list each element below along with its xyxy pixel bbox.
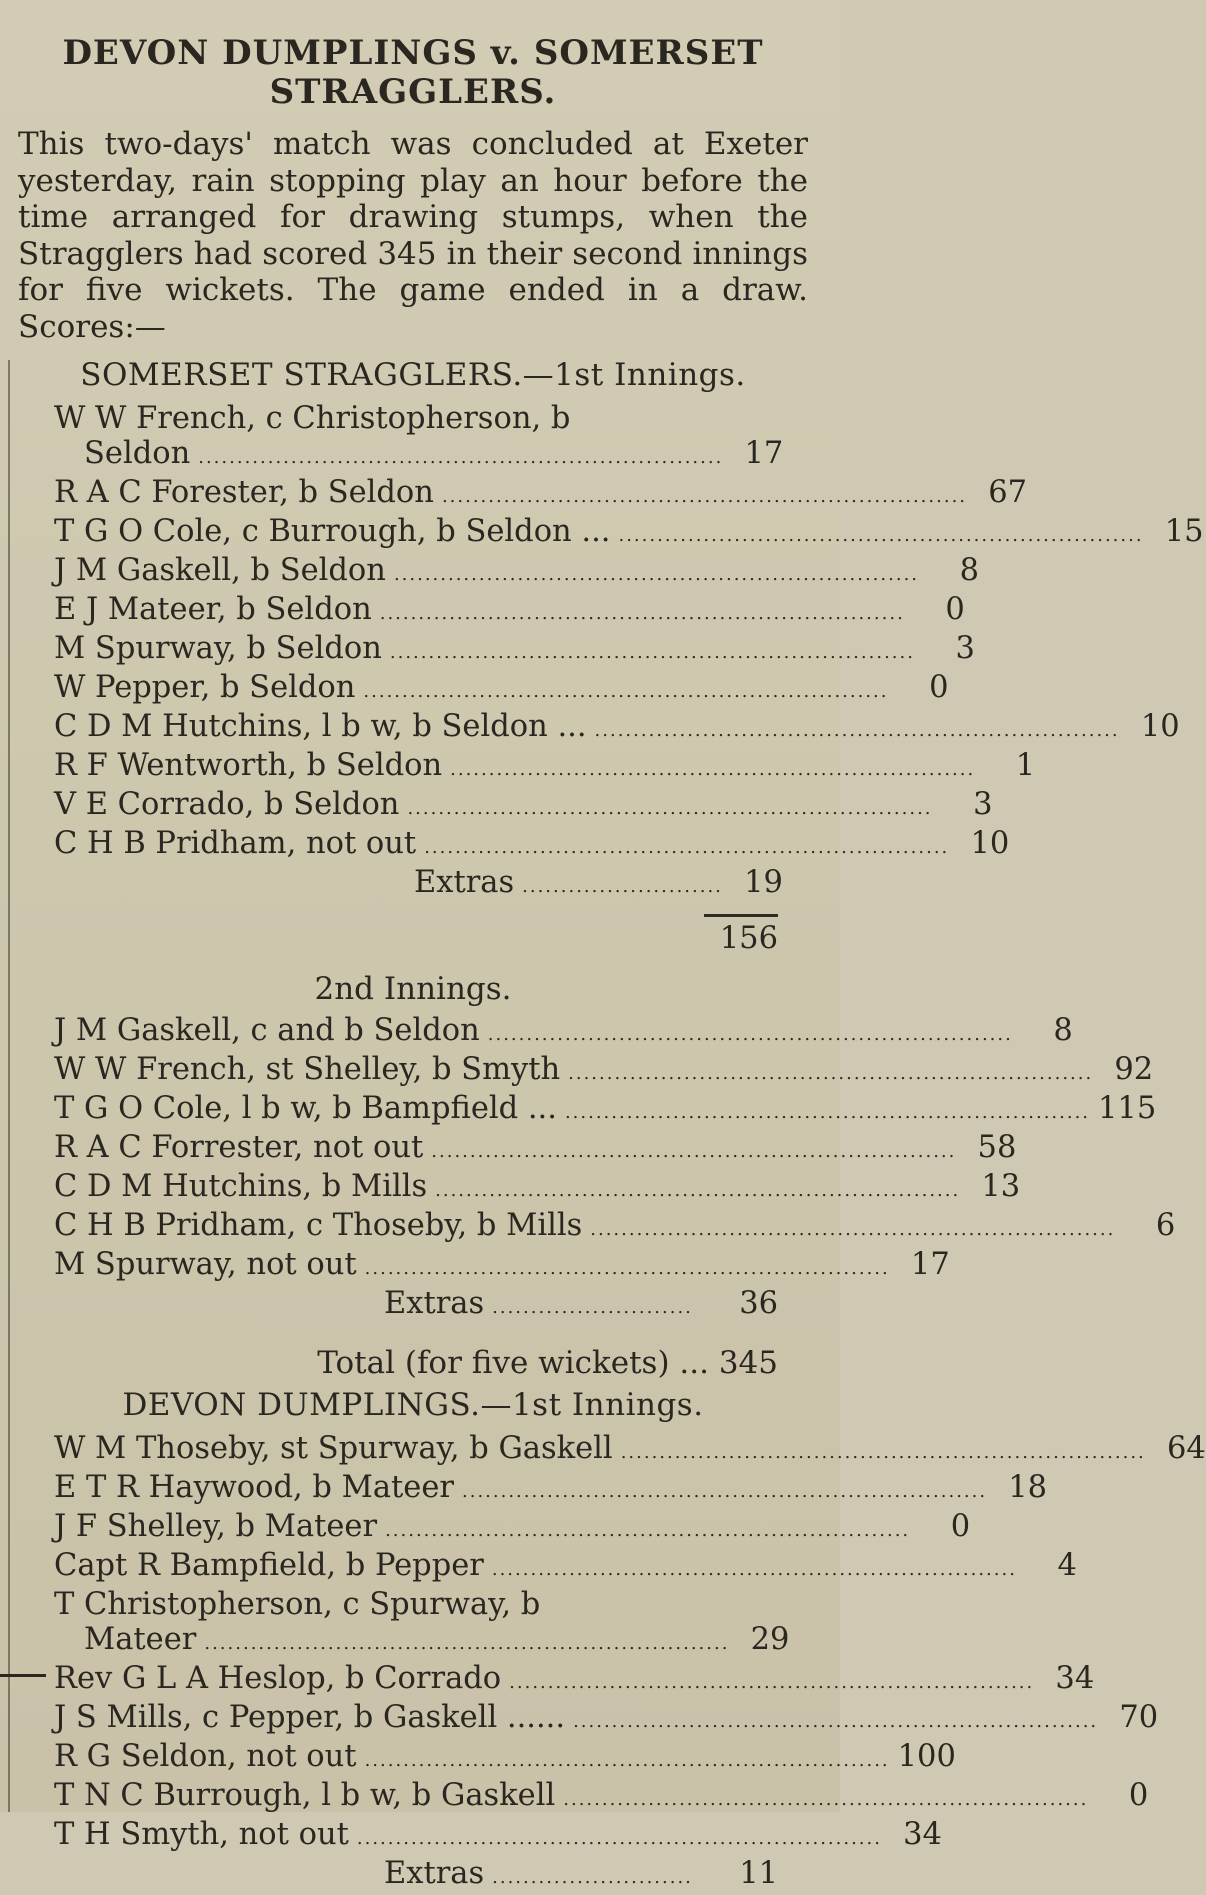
batsman-dismissal: Capt R Bampfield, b Pepper (54, 1548, 484, 1583)
batsman-dismissal: C D M Hutchins, b Mills (54, 1169, 428, 1204)
bowler-continuation: Seldon (84, 436, 191, 471)
leader-dots: .................................................................... (563, 1789, 1089, 1810)
batsman-row-continuation (18, 1622, 808, 1661)
leader-dots: .................................................................... (594, 720, 1120, 741)
leader-dots: .................................................................... (509, 1672, 1035, 1693)
runs-scored: 15 (1164, 514, 1204, 549)
batsman-row (18, 1509, 971, 1548)
batsman-row (18, 553, 980, 592)
runs-scored: 8 (1053, 1013, 1073, 1048)
batsman-dismissal: E T R Haywood, b Mateer (54, 1470, 454, 1505)
headline (18, 34, 808, 112)
batsman-dismissal: C H B Pridham, c Thoseby, b Mills (54, 1208, 583, 1243)
batsman-dismissal: R F Wentworth, b Seldon (54, 748, 443, 783)
runs-scored: 0 (929, 670, 949, 705)
leader-dots: .................................................................... (407, 798, 933, 819)
runs-scored: 4 (1057, 1548, 1077, 1583)
batsman-row (18, 1431, 1206, 1470)
leader-dots: .................................................................... (204, 1633, 730, 1654)
batsman-row (18, 1247, 950, 1286)
extras-label: Extras (384, 1286, 485, 1321)
runs-scored: 34 (1055, 1661, 1095, 1696)
runs-scored: 70 (1119, 1700, 1159, 1735)
batsman-row (18, 1587, 808, 1622)
batsman-row (18, 1739, 956, 1778)
batsman-row (18, 631, 975, 670)
batsman-row (18, 1700, 1159, 1739)
leader-dots: .................................................................... (385, 1520, 911, 1541)
leader-dots: .................................................................... (462, 1481, 988, 1502)
batsman-dismissal: M Spurway, not out (54, 1247, 357, 1282)
somerset-first-extras-row (18, 865, 808, 904)
leader-dots: .......................... (492, 1297, 693, 1318)
runs-scored: 13 (981, 1169, 1021, 1204)
match-report-paragraph: This two-days' match was concluded at Exeter yesterday, rain stopping play an hour before the time arranged for drawing stumps, when the Stragglers had scored 345 in their second innings for five wickets. The game ended in a draw. Scores:— (18, 126, 808, 345)
leader-dots: .................................................................... (198, 447, 724, 468)
leader-dots: .................................................................... (364, 1258, 890, 1279)
batsman-dismissal: T G O Cole, c Burrough, b Seldon ... (54, 514, 611, 549)
extras-value: 19 (744, 865, 783, 900)
somerset-second-innings-heading: 2nd Innings. (314, 971, 512, 1007)
runs-scored: 3 (973, 787, 993, 822)
batsman-row (18, 1091, 1157, 1130)
runs-scored: 92 (1114, 1052, 1154, 1087)
somerset-second-extras-row (18, 1286, 808, 1325)
batsman-row (18, 787, 993, 826)
batsman-row (18, 1817, 942, 1856)
headline-line-2: STRAGGLERS. (269, 72, 557, 112)
leader-dots: .......................... (522, 876, 723, 897)
batsman-dismissal: C H B Pridham, not out (54, 826, 417, 861)
runs-scored: 1 (1015, 748, 1036, 783)
batsman-row (18, 1208, 1176, 1247)
leader-dots: .................................................................... (564, 1102, 1091, 1123)
batsman-dismissal: W M Thoseby, st Spurway, b Gaskell (54, 1431, 613, 1466)
batsman-dismissal: R A C Forrester, not out (54, 1130, 424, 1165)
bowler-continuation: Mateer (84, 1622, 197, 1657)
leader-dots: .................................................................... (379, 603, 905, 624)
extras-value: 36 (739, 1286, 778, 1321)
batsman-dismissal: T N C Burrough, l b w, b Gaskell (54, 1778, 556, 1813)
runs-scored: 6 (1155, 1208, 1176, 1243)
batsman-row (18, 475, 1028, 514)
runs-scored: 17 (910, 1247, 950, 1282)
batsman-dismissal: T G O Cole, l b w, b Bampfield ... (54, 1091, 557, 1126)
somerset-first-innings-table (18, 401, 1204, 865)
batsman-row (18, 1169, 1021, 1208)
leader-dots: .................................................................... (450, 759, 976, 780)
leader-dots: .................................................................... (441, 486, 968, 507)
batsman-row (18, 826, 1010, 865)
leader-dots: .................................................................... (393, 564, 920, 585)
runs-scored: 0 (950, 1509, 971, 1544)
runs-scored: 67 (988, 475, 1028, 510)
batsman-dismissal: R A C Forester, b Seldon (54, 475, 434, 510)
devon-first-innings-table (18, 1431, 1206, 1856)
runs-scored: 3 (955, 631, 975, 666)
batsman-row (18, 514, 1204, 553)
leader-dots: .................................................................... (568, 1063, 1094, 1084)
batsman-row (18, 709, 1180, 748)
batsman-dismissal: W W French, c Christopherson, b (54, 401, 571, 436)
batsman-dismissal: W Pepper, b Seldon (54, 670, 356, 705)
article (18, 33, 1206, 1895)
batsman-row (18, 1548, 1077, 1587)
batsman-row (18, 592, 965, 631)
batsman-row (18, 1470, 1048, 1509)
leader-dots: .................................................................... (491, 1559, 1017, 1580)
runs-scored: 58 (977, 1130, 1017, 1165)
extras-label: Extras (414, 865, 515, 900)
batsman-dismissal: J M Gaskell, b Seldon (54, 553, 386, 588)
batsman-dismissal: V E Corrado, b Seldon (54, 787, 400, 822)
batsman-dismissal: E J Mateer, b Seldon (54, 592, 372, 627)
leader-dots: .................................................................... (620, 1442, 1146, 1463)
leader-dots: .................................................................... (363, 681, 889, 702)
batsman-row (18, 1052, 1154, 1091)
runs-scored: 100 (897, 1739, 956, 1774)
runs-scored: 18 (1008, 1470, 1048, 1505)
batsman-row (18, 1661, 1095, 1700)
batsman-row-continuation (18, 436, 808, 475)
runs-scored: 17 (744, 436, 784, 471)
runs-scored: 29 (750, 1622, 790, 1657)
leader-dots: .................................................................... (573, 1711, 1099, 1732)
batsman-dismissal: J F Shelley, b Mateer (54, 1509, 378, 1544)
leader-dots: .................................................................... (364, 1750, 890, 1771)
devon-first-innings-heading: DEVON DUMPLINGS.—1st Innings. (122, 1387, 704, 1423)
leader-dots: .......................... (492, 1867, 693, 1888)
batsman-dismissal: C D M Hutchins, l b w, b Seldon ... (54, 709, 587, 744)
batsman-row (18, 670, 949, 709)
runs-scored: 0 (1128, 1778, 1149, 1813)
runs-scored: 10 (1140, 709, 1180, 744)
batsman-dismissal: Rev G L A Heslop, b Corrado (54, 1661, 502, 1696)
column-rule (8, 360, 10, 1812)
leader-dots: .................................................................... (590, 1219, 1116, 1240)
somerset-first-total: 156 (719, 921, 778, 956)
somerset-first-innings-heading: SOMERSET STRAGGLERS.—1st Innings. (80, 357, 746, 393)
runs-scored: 34 (903, 1817, 942, 1852)
batsman-dismissal: W W French, st Shelley, b Smyth (54, 1052, 561, 1087)
leader-dots: .................................................................... (356, 1828, 882, 1849)
runs-scored: 115 (1098, 1091, 1157, 1126)
batsman-row (18, 1013, 1073, 1052)
batsman-dismissal: J M Gaskell, c and b Seldon (54, 1013, 480, 1048)
batsman-dismissal: T Christopherson, c Spurway, b (54, 1587, 541, 1622)
batsman-dismissal: R G Seldon, not out (54, 1739, 357, 1774)
leader-dots: .................................................................... (435, 1180, 961, 1201)
runs-scored: 8 (959, 553, 980, 588)
leader-dots: .................................................................... (424, 837, 950, 858)
devon-first-extras-row (18, 1856, 808, 1895)
somerset-second-innings-table (18, 1013, 1176, 1286)
batsman-dismissal: M Spurway, b Seldon (54, 631, 382, 666)
total-rule (704, 914, 778, 917)
runs-scored: 0 (945, 592, 965, 627)
headline-line-1: DEVON DUMPLINGS v. SOMERSET (62, 33, 764, 73)
leader-dots: .................................................................... (389, 642, 915, 663)
batsman-row (18, 748, 1036, 787)
extras-label: Extras (384, 1856, 485, 1891)
somerset-second-total: Total (for five wickets) ... 345 (317, 1345, 778, 1381)
runs-scored: 10 (970, 826, 1010, 861)
batsman-dismissal: T H Smyth, not out (54, 1817, 349, 1852)
runs-scored: 64 (1166, 1431, 1206, 1466)
batsman-row (18, 1130, 1017, 1169)
batsman-row (18, 1778, 1149, 1817)
extras-value: 11 (739, 1856, 778, 1891)
leader-dots: .................................................................... (487, 1024, 1013, 1045)
batsman-row (18, 401, 808, 436)
leader-dots: .................................................................... (618, 525, 1144, 546)
batsman-dismissal: J S Mills, c Pepper, b Gaskell ...... (54, 1700, 566, 1735)
leader-dots: .................................................................... (431, 1141, 957, 1162)
